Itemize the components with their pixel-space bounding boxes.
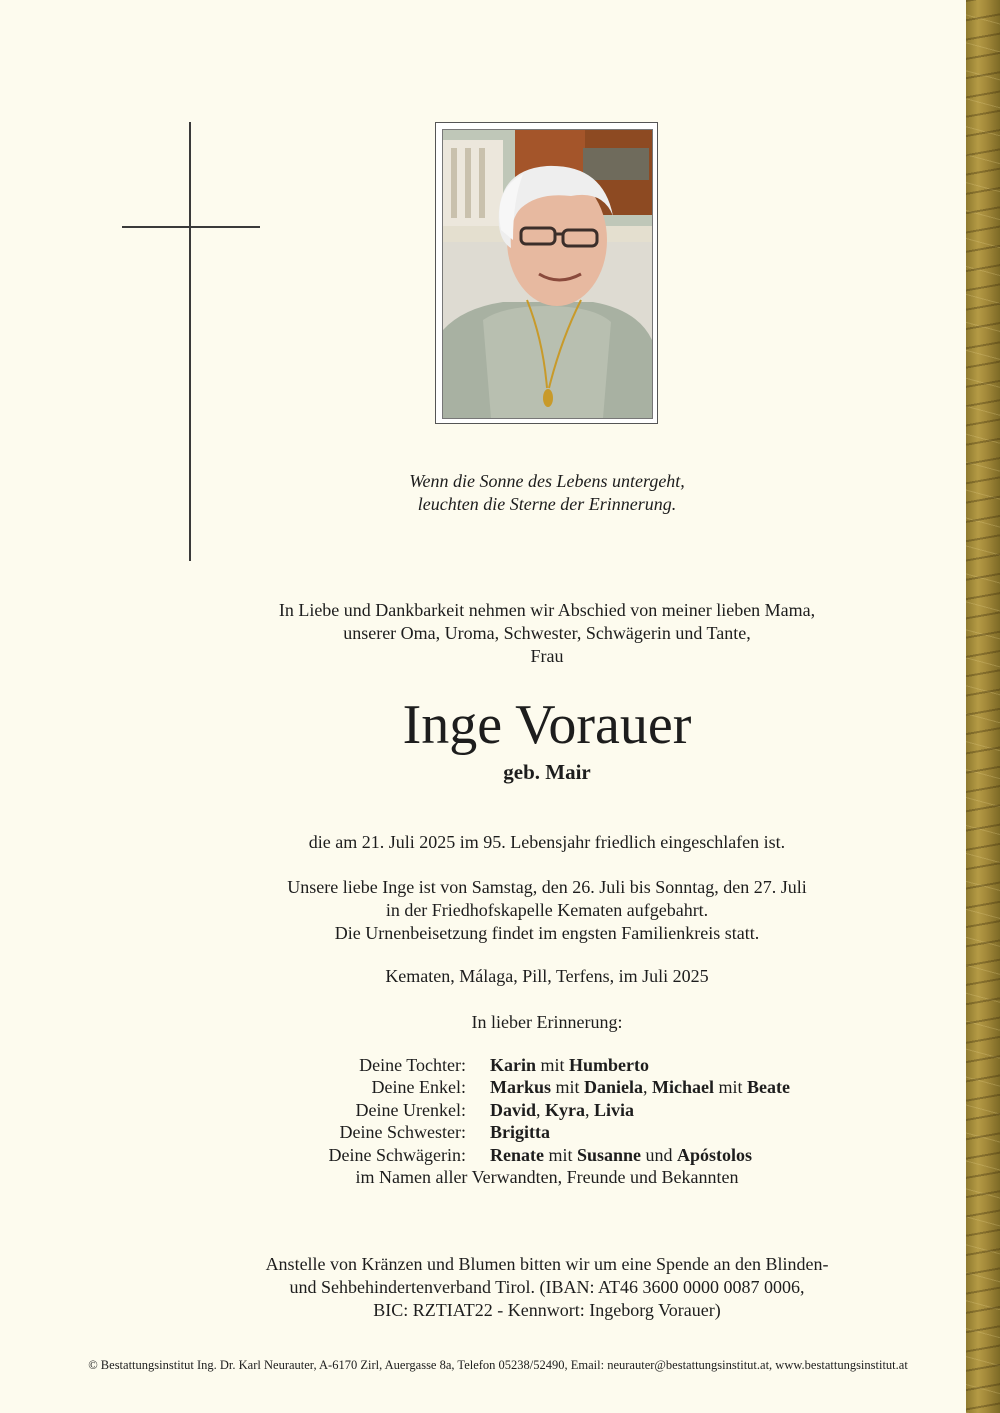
family-role: Deine Enkel: [371,1077,466,1098]
portrait-photo [442,129,653,419]
family-member: Daniela [584,1077,644,1098]
family-member: Susanne [577,1144,642,1165]
quote-line: leuchten die Sterne der Erinnerung. [417,494,677,514]
family-connector: mit [714,1077,748,1098]
death-notice: die am 21. Juli 2025 im 95. Lebensjahr friedlich eingeschlafen ist. [308,832,786,852]
family-role: Deine Tochter: [359,1055,466,1075]
memorial-quote [300,470,794,516]
family-connector: mit [543,1144,577,1165]
intro-line: Frau [530,646,564,666]
family-role: Deine Schwägerin: [328,1144,466,1165]
family-member: Brigitta [490,1122,550,1143]
place-date: Kematen, Málaga, Pill, Terfens, im Juli 2025 [385,966,709,986]
quote-line: Wenn die Sonne des Lebens untergeht, [409,471,685,491]
donation-line: BIC: RZTIAT22 - Kennwort: Ingeborg Vorauer) [373,1300,721,1320]
family-row-enkel [300,1076,900,1098]
family-member: Livia [594,1099,635,1120]
family-row-schwester [300,1121,900,1143]
family-member: Beate [747,1077,791,1098]
family-closing: im Namen aller Verwandten, Freunde und Bekannten [355,1167,739,1187]
cross-icon-vertical [189,122,191,561]
family-member: Kyra [545,1099,586,1120]
family-connector: , [643,1077,653,1098]
cross-icon-horizontal [122,226,260,228]
donation-line: und Sehbehindertenverband Tirol. (IBAN: AT46 3600 0000 0087 0006, [289,1277,805,1297]
family-row-tochter [300,1054,900,1076]
ceremony-line: Die Urnenbeisetzung findet im engsten Familienkreis statt. [334,923,760,943]
family-role: Deine Schwester: [339,1122,466,1143]
family-list [300,1054,900,1166]
ceremony-info [150,876,944,945]
donation-line: Anstelle von Kränzen und Blumen bitten wir um eine Spende an den Blinden- [265,1254,829,1274]
family-connector: , [536,1099,546,1120]
family-row-urenkel [300,1099,900,1121]
portrait-photo-illustration [443,130,652,418]
family-role: Deine Urenkel: [355,1099,466,1120]
family-member: Apóstolos [677,1144,753,1165]
family-names [490,1121,900,1143]
maiden-name: geb. Mair [503,760,591,784]
remembrance-heading: In lieber Erinnerung: [471,1012,623,1032]
family-member: Humberto [569,1055,650,1075]
family-names [490,1144,900,1166]
family-member: David [490,1099,537,1120]
family-row-schwaegerin [300,1144,900,1166]
portrait-frame [435,122,658,424]
funeral-home-footer: © Bestattungsinstitut Ing. Dr. Karl Neurauter, A-6170 Zirl, Auergasse 8a, Telefon 05238/52490, Email: neurauter@bestattungsinstitut.at, www.bestattungsinstitut.at [88,1358,908,1372]
ceremony-line: Unsere liebe Inge ist von Samstag, den 26. Juli bis Sonntag, den 27. Juli [287,877,807,897]
family-connector: , [585,1099,595,1120]
decorative-gold-band [966,0,1000,1413]
family-connector: mit [551,1077,585,1098]
family-member: Michael [652,1077,715,1098]
family-member: Markus [490,1077,552,1098]
family-member: Karin [490,1055,537,1075]
donation-request [200,1253,894,1322]
family-member: Renate [490,1144,544,1165]
family-connector: mit [536,1055,570,1075]
intro-line: In Liebe und Dankbarkeit nehmen wir Abschied von meiner lieben Mama, [278,600,816,620]
family-connector: und [641,1144,678,1165]
family-names [490,1076,900,1098]
family-names [490,1099,900,1121]
ceremony-line: in der Friedhofskapelle Kematen aufgebahrt. [385,900,709,920]
intro-line: unserer Oma, Uroma, Schwester, Schwägerin und Tante, [343,623,751,643]
deceased-name: Inge Vorauer [402,694,692,756]
family-names [490,1054,900,1076]
intro-text [200,599,894,668]
